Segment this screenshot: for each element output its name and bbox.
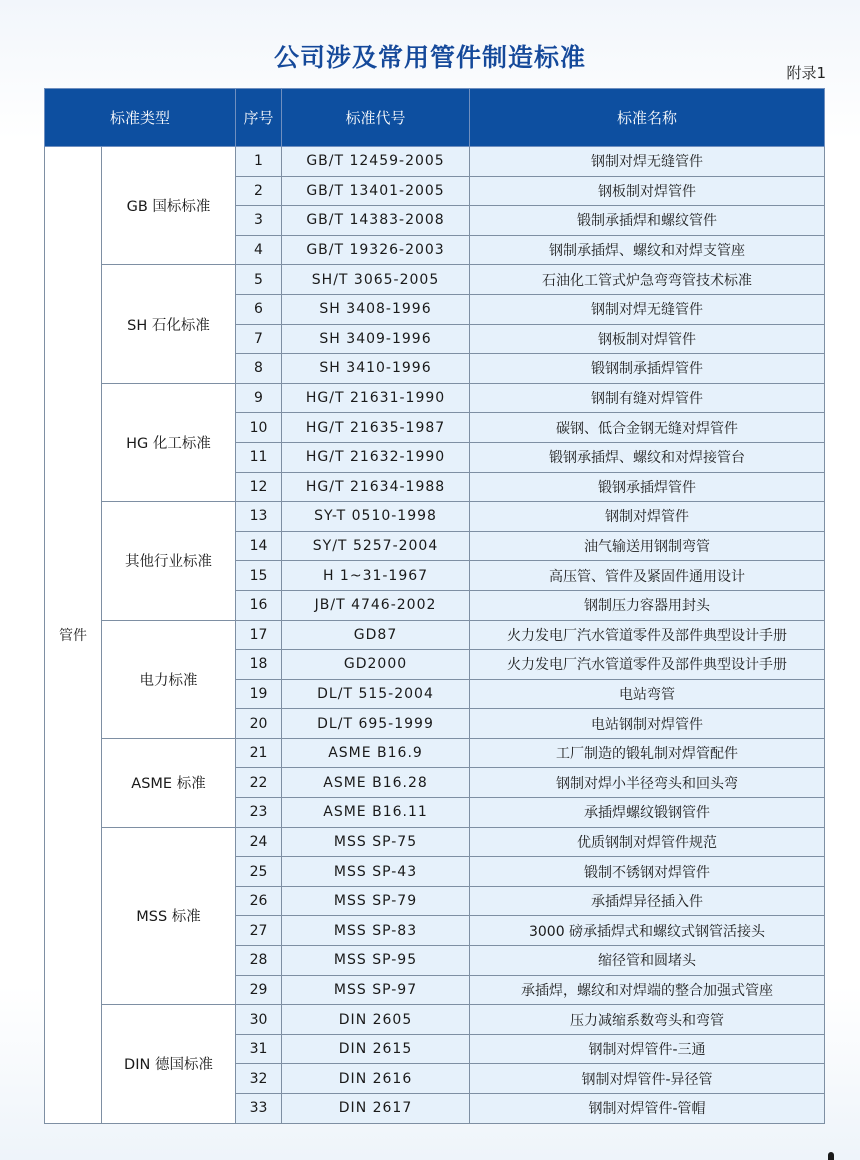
standard-code-cell: SY/T 5257-2004	[282, 531, 470, 561]
standard-name-cell: 锻钢承插焊、螺纹和对焊接管台	[470, 442, 825, 472]
table-row	[45, 265, 825, 295]
row-number-cell: 2	[236, 176, 282, 206]
header-no: 序号	[236, 89, 282, 147]
standard-name-cell: 钢制对焊管件	[470, 502, 825, 532]
row-number-cell: 32	[236, 1064, 282, 1094]
standard-code-cell: ASME B16.9	[282, 738, 470, 768]
table-row	[45, 620, 825, 650]
table-row	[45, 147, 825, 177]
standards-table	[44, 88, 825, 1124]
row-number-cell: 27	[236, 916, 282, 946]
row-number-cell: 5	[236, 265, 282, 295]
table-header-row	[45, 89, 825, 147]
standard-name-cell: 钢制有缝对焊管件	[470, 383, 825, 413]
standard-code-cell: ASME B16.11	[282, 798, 470, 828]
row-number-cell: 33	[236, 1094, 282, 1124]
header-name: 标准名称	[470, 89, 825, 147]
standard-name-cell: 钢制压力容器用封头	[470, 590, 825, 620]
standard-name-cell: 钢板制对焊管件	[470, 324, 825, 354]
row-number-cell: 20	[236, 709, 282, 739]
row-number-cell: 28	[236, 946, 282, 976]
standard-name-cell: 缩径管和圆堵头	[470, 946, 825, 976]
standard-code-cell: DIN 2616	[282, 1064, 470, 1094]
row-number-cell: 26	[236, 886, 282, 916]
row-number-cell: 18	[236, 650, 282, 680]
standard-code-cell: GB/T 19326-2003	[282, 235, 470, 265]
standard-code-cell: DIN 2617	[282, 1094, 470, 1124]
standard-name-cell: 锻钢制承插焊管件	[470, 354, 825, 384]
standard-code-cell: MSS SP-95	[282, 946, 470, 976]
standard-code-cell: ASME B16.28	[282, 768, 470, 798]
page-corner-mark	[828, 1152, 834, 1160]
standard-code-cell: DL/T 515-2004	[282, 679, 470, 709]
table-row	[45, 827, 825, 857]
row-number-cell: 11	[236, 442, 282, 472]
standard-name-cell: 3000 磅承插焊式和螺纹式钢管活接头	[470, 916, 825, 946]
row-number-cell: 16	[236, 590, 282, 620]
standard-code-cell: GD87	[282, 620, 470, 650]
standard-code-cell: GB/T 13401-2005	[282, 176, 470, 206]
row-number-cell: 25	[236, 857, 282, 887]
row-number-cell: 12	[236, 472, 282, 502]
standard-code-cell: H 1~31-1967	[282, 561, 470, 591]
standard-name-cell: 压力减缩系数弯头和弯管	[470, 1005, 825, 1035]
group-label-cell: ASME 标准	[102, 738, 236, 827]
standard-code-cell: SY-T 0510-1998	[282, 502, 470, 532]
standard-name-cell: 钢制对焊小半径弯头和回头弯	[470, 768, 825, 798]
standard-name-cell: 石油化工管式炉急弯弯管技术标准	[470, 265, 825, 295]
standard-name-cell: 油气输送用钢制弯管	[470, 531, 825, 561]
group-label-cell: DIN 德国标准	[102, 1005, 236, 1123]
row-number-cell: 3	[236, 206, 282, 236]
standard-name-cell: 碳钢、低合金钢无缝对焊管件	[470, 413, 825, 443]
table-row	[45, 1005, 825, 1035]
standard-code-cell: MSS SP-83	[282, 916, 470, 946]
group-label-cell: GB 国标标准	[102, 147, 236, 265]
standard-code-cell: SH 3410-1996	[282, 354, 470, 384]
row-number-cell: 24	[236, 827, 282, 857]
table-body	[45, 147, 825, 1124]
standard-name-cell: 锻制承插焊和螺纹管件	[470, 206, 825, 236]
row-number-cell: 7	[236, 324, 282, 354]
standard-code-cell: SH 3408-1996	[282, 294, 470, 324]
standard-code-cell: GB/T 14383-2008	[282, 206, 470, 236]
standard-code-cell: DIN 2605	[282, 1005, 470, 1035]
standard-name-cell: 承插焊，螺纹和对焊端的整合加强式管座	[470, 975, 825, 1005]
row-number-cell: 31	[236, 1034, 282, 1064]
standard-name-cell: 电站弯管	[470, 679, 825, 709]
row-number-cell: 8	[236, 354, 282, 384]
row-number-cell: 1	[236, 147, 282, 177]
standard-name-cell: 火力发电厂汽水管道零件及部件典型设计手册	[470, 650, 825, 680]
row-number-cell: 21	[236, 738, 282, 768]
appendix-label: 附录1	[786, 64, 826, 82]
row-number-cell: 10	[236, 413, 282, 443]
row-number-cell: 14	[236, 531, 282, 561]
standard-name-cell: 锻钢承插焊管件	[470, 472, 825, 502]
group-label-cell: 其他行业标准	[102, 502, 236, 620]
standard-code-cell: HG/T 21635-1987	[282, 413, 470, 443]
standard-name-cell: 锻制不锈钢对焊管件	[470, 857, 825, 887]
row-number-cell: 13	[236, 502, 282, 532]
standard-code-cell: GB/T 12459-2005	[282, 147, 470, 177]
table-row	[45, 502, 825, 532]
standard-code-cell: HG/T 21631-1990	[282, 383, 470, 413]
standard-name-cell: 优质钢制对焊管件规范	[470, 827, 825, 857]
standard-name-cell: 钢制对焊管件-三通	[470, 1034, 825, 1064]
standard-code-cell: MSS SP-79	[282, 886, 470, 916]
standard-name-cell: 钢制对焊管件-异径管	[470, 1064, 825, 1094]
row-number-cell: 22	[236, 768, 282, 798]
group-label-cell: 电力标准	[102, 620, 236, 738]
standard-code-cell: GD2000	[282, 650, 470, 680]
standard-name-cell: 钢板制对焊管件	[470, 176, 825, 206]
row-number-cell: 17	[236, 620, 282, 650]
row-number-cell: 15	[236, 561, 282, 591]
standard-name-cell: 工厂制造的锻轧制对焊管配件	[470, 738, 825, 768]
standard-name-cell: 承插焊异径插入件	[470, 886, 825, 916]
row-number-cell: 4	[236, 235, 282, 265]
standard-name-cell: 钢制承插焊、螺纹和对焊支管座	[470, 235, 825, 265]
standard-code-cell: MSS SP-43	[282, 857, 470, 887]
header-code: 标准代号	[282, 89, 470, 147]
standard-name-cell: 高压管、管件及紧固件通用设计	[470, 561, 825, 591]
row-number-cell: 6	[236, 294, 282, 324]
standard-code-cell: HG/T 21632-1990	[282, 442, 470, 472]
standard-code-cell: SH/T 3065-2005	[282, 265, 470, 295]
table-row	[45, 738, 825, 768]
standard-name-cell: 承插焊螺纹锻钢管件	[470, 798, 825, 828]
row-number-cell: 19	[236, 679, 282, 709]
page-title: 公司涉及常用管件制造标准	[273, 43, 586, 72]
standard-name-cell: 钢制对焊无缝管件	[470, 294, 825, 324]
row-number-cell: 23	[236, 798, 282, 828]
row-number-cell: 9	[236, 383, 282, 413]
row-number-cell: 29	[236, 975, 282, 1005]
group-label-cell: MSS 标准	[102, 827, 236, 1005]
standard-code-cell: DIN 2615	[282, 1034, 470, 1064]
standard-name-cell: 电站钢制对焊管件	[470, 709, 825, 739]
standard-name-cell: 钢制对焊无缝管件	[470, 147, 825, 177]
standard-code-cell: SH 3409-1996	[282, 324, 470, 354]
standard-name-cell: 火力发电厂汽水管道零件及部件典型设计手册	[470, 620, 825, 650]
standard-code-cell: JB/T 4746-2002	[282, 590, 470, 620]
group-label-cell: HG 化工标准	[102, 383, 236, 501]
table-row	[45, 383, 825, 413]
header-category: 标准类型	[45, 89, 236, 147]
category-cell: 管件	[45, 147, 102, 1124]
row-number-cell: 30	[236, 1005, 282, 1035]
standard-code-cell: MSS SP-75	[282, 827, 470, 857]
standard-code-cell: HG/T 21634-1988	[282, 472, 470, 502]
group-label-cell: SH 石化标准	[102, 265, 236, 383]
standard-code-cell: DL/T 695-1999	[282, 709, 470, 739]
standard-code-cell: MSS SP-97	[282, 975, 470, 1005]
standard-name-cell: 钢制对焊管件-管帽	[470, 1094, 825, 1124]
